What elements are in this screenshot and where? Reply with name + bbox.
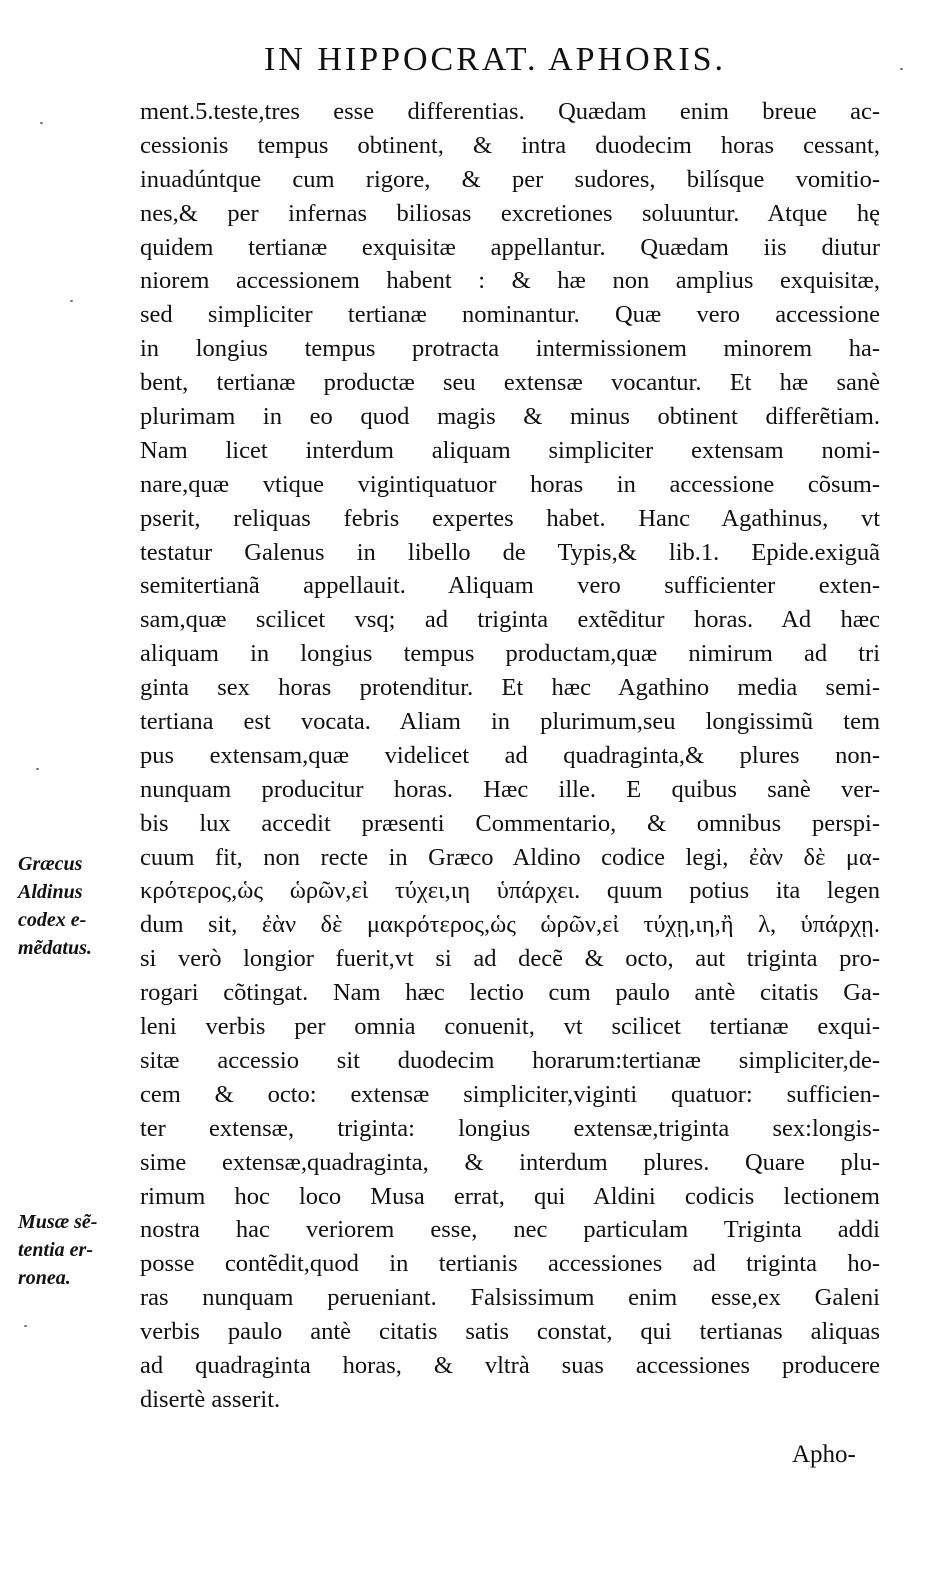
margin-note-line: Musæ sẽ- xyxy=(18,1211,98,1233)
text-line: sed simpliciter tertianæ nominantur. Quæ vero accessione xyxy=(140,301,880,329)
text-line: semitertianã appellauit. Aliquam vero sufficienter exten- xyxy=(140,572,880,600)
text-line: in longius tempus protracta intermissionem minorem ha- xyxy=(140,335,880,363)
text-line: pus extensam,quæ videlicet ad quadraginta,& plures non- xyxy=(140,741,880,769)
margin-note-line: Græcus xyxy=(18,853,83,875)
margin-note-musa-error xyxy=(18,1208,138,1292)
text-line: bis lux accedit præsenti Commentario, & omnibus perspi- xyxy=(140,809,880,837)
text-line: sam,quæ scilicet vsq; ad triginta extẽditur horas. Ad hæc xyxy=(140,606,880,634)
margin-note-line: Aldinus xyxy=(18,881,83,903)
text-line: cem & octo: extensæ simpliciter,viginti quatuor: sufficien- xyxy=(140,1080,880,1108)
margin-note-line: tentia er- xyxy=(18,1239,93,1261)
text-line: si verò longior fuerit,vt si ad decẽ & octo, aut triginta pro- xyxy=(140,945,880,973)
text-line: cuum fit, non recte in Græco Aldino codice legi, ἐὰν δὲ μα- xyxy=(140,843,880,871)
text-line: verbis paulo antè citatis satis constat, qui tertianas aliquas xyxy=(140,1318,880,1346)
text-line: rimum hoc loco Musa errat, qui Aldini codicis lectionem xyxy=(140,1182,880,1210)
text-line: nostra hac veriorem esse, nec particulam Triginta addi xyxy=(140,1216,880,1244)
text-line: nes,& per infernas biliosas excretiones soluuntur. Atque hę xyxy=(140,199,880,227)
body-text xyxy=(140,95,880,1417)
text-line: rogari cõtingat. Nam hæc lectio cum paulo antè citatis Ga- xyxy=(140,979,880,1007)
text-line: leni verbis per omnia conuenit, vt scilicet tertianæ exqui- xyxy=(140,1013,880,1041)
text-line: cessionis tempus obtinent, & intra duodecim horas cessant, xyxy=(140,131,880,159)
print-speck xyxy=(70,300,73,302)
print-speck xyxy=(24,1325,27,1327)
text-line: testatur Galenus in libello de Typis,& lib.1. Epide.exiguã xyxy=(140,538,880,566)
text-line: sitæ accessio sit duodecim horarum:tertianæ simpliciter,de- xyxy=(140,1046,880,1074)
catchword: Apho- xyxy=(792,1441,856,1468)
text-line: κρότερος,ὡς ὡρῶν,εἰ τύχει,ιη ὑπάρχει. quum potius ita legen xyxy=(140,877,880,905)
margin-note-line: mẽdatus. xyxy=(18,937,92,959)
text-line: posse contẽdit,quod in tertianis accessiones ad triginta ho- xyxy=(140,1250,880,1278)
print-speck xyxy=(40,122,43,124)
text-line: inuadúntque cum rigore, & per sudores, bilísque vomitio- xyxy=(140,165,880,193)
text-line: nare,quæ vtique vigintiquatuor horas in accessione cõsum- xyxy=(140,470,880,498)
print-speck xyxy=(36,768,39,770)
text-line: ginta sex horas protenditur. Et hæc Agathino media semi- xyxy=(140,674,880,702)
text-line: disertè asserit. xyxy=(140,1385,281,1413)
text-line: niorem accessionem habent : & hæ non amplius exquisitæ, xyxy=(140,267,880,295)
text-line: tertiana est vocata. Aliam in plurimum,seu longissimũ tem xyxy=(140,708,880,736)
text-line: pserit, reliquas febris expertes habet. Hanc Agathinus, vt xyxy=(140,504,880,532)
margin-note-line: ronea. xyxy=(18,1267,71,1289)
text-line: ment.5.teste,tres esse differentias. Quædam enim breue ac- xyxy=(140,98,880,125)
text-line: dum sit, ἐὰν δὲ μακρότερος,ὡς ὡρῶν,εἰ τύχῃ,ιη,ἢ λ, ὑπάρχῃ. xyxy=(140,911,880,939)
text-line: nunquam producitur horas. Hæc ille. E quibus sanè ver- xyxy=(140,775,880,803)
running-title: IN HIPPOCRAT. APHORIS. xyxy=(263,41,727,78)
text-line: quidem tertianæ exquisitæ appellantur. Quædam iis diutur xyxy=(140,233,880,261)
text-line: ad quadraginta horas, & vltrà suas accessiones producere xyxy=(140,1351,880,1379)
text-line: sime extensæ,quadraginta, & interdum plures. Quare plu- xyxy=(140,1148,880,1176)
text-line: Nam licet interdum aliquam simpliciter extensam nomi- xyxy=(140,436,880,464)
text-line: bent, tertianæ productæ seu extensæ vocantur. Et hæ sanè xyxy=(140,369,880,397)
text-line: plurimam in eo quod magis & minus obtinent differẽtiam. xyxy=(140,403,880,431)
text-line: ras nunquam perueniant. Falsissimum enim esse,ex Galeni xyxy=(140,1284,880,1312)
margin-note-greek-codex xyxy=(18,850,138,962)
text-line: aliquam in longius tempus productam,quæ nimirum ad tri xyxy=(140,640,880,668)
margin-note-line: codex e- xyxy=(18,909,87,931)
print-speck xyxy=(900,68,903,70)
text-line: ter extensæ, triginta: longius extensæ,triginta sex:longis- xyxy=(140,1114,880,1142)
